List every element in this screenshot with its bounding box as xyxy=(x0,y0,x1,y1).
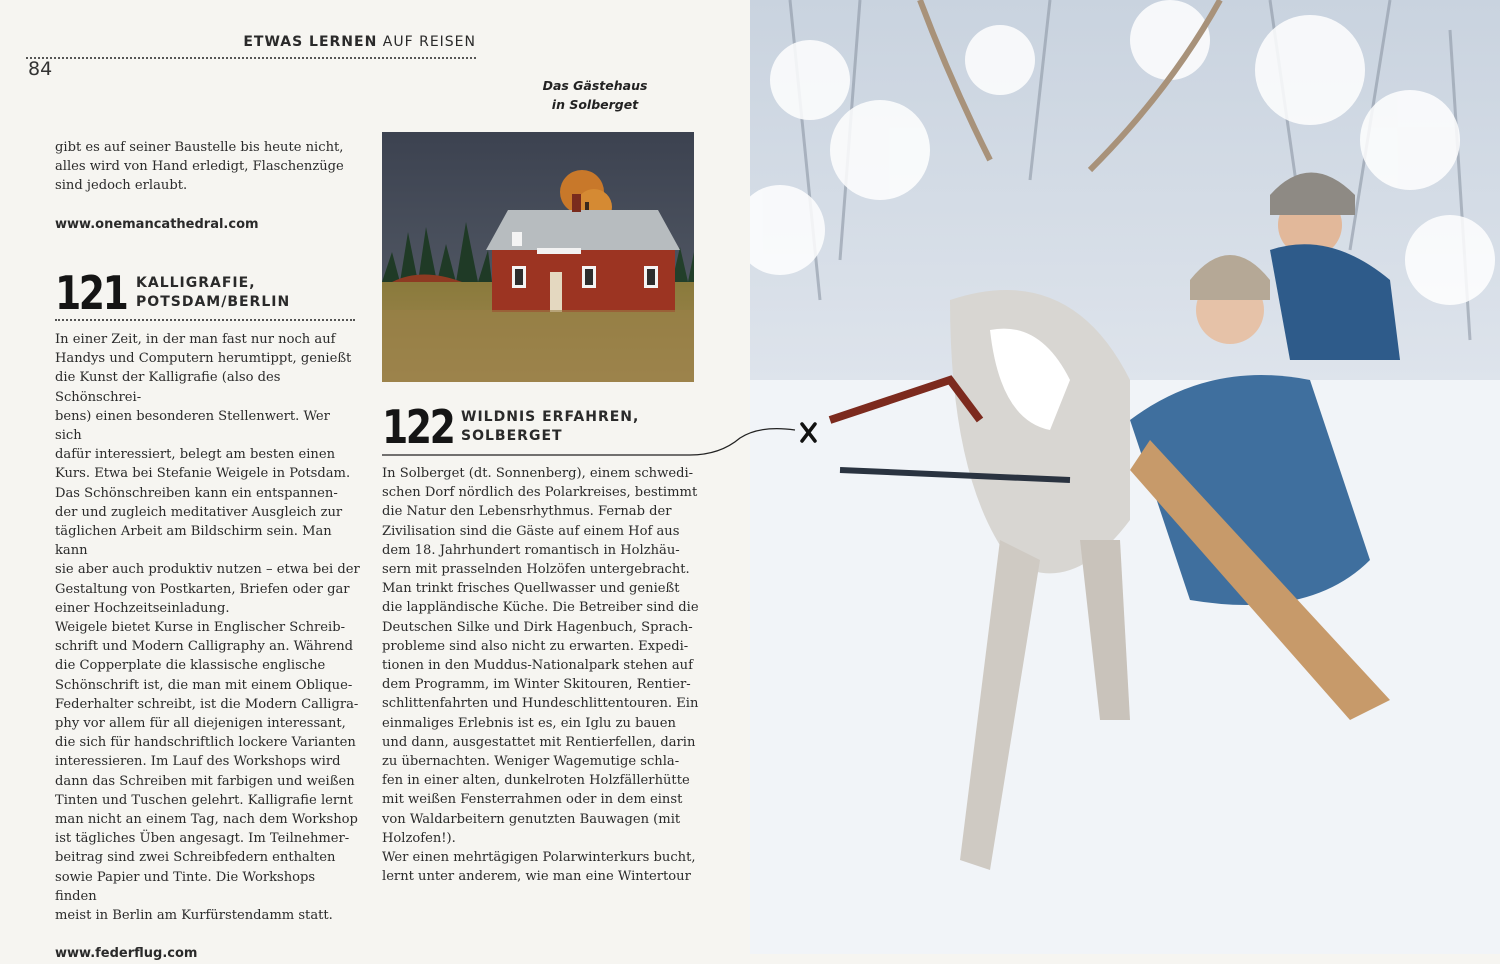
photo-caption: Das Gästehaus in Solberget xyxy=(542,78,648,112)
section-122-number: 122 xyxy=(382,400,454,454)
section-121-body xyxy=(55,330,360,964)
header-light: AUF REISEN xyxy=(382,34,476,50)
page-number: 84 xyxy=(28,58,53,80)
section-122-text: In Solberget (dt. Sonnenberg), einem schwedi- schen Dorf nördlich des Polarkreises, bestimmt die Natur den Lebensrhythmus. Fernab der Zivilisation sind die Gäste auf einem Hof aus dem 18. Jahrhundert romantisch in Holzhäu- sern mit prasselnden Holzöfen untergebracht. Man trinkt frisches Quellwasser und genießt die lappländische Küche. Die Betreiber sind die Deutschen Silke und Dirk Hagenbuch, Sprach- probleme sind also nicht zu erwarten. Expedi- tionen in den Muddus-Nationalpark stehen auf dem Programm, im Winter Skitouren, Rentier- schlittenfahrten und Hundeschlittentouren. Ein einmaliges Erlebnis ist es, ein Iglu zu bauen und dann, ausgestattet mit Rentierfellen, darin zu übernachten. Weniger Wagemutige schla- fen in einer alten, dunkelroten Holzfällerhütte mit weißen Fensterrahmen oder in dem einst von Waldarbeitern genutzten Bauwagen (mit Holzofen!). Wer einen mehrtägigen Polarwinterkurs bucht, lernt unter anderem, wie man eine Wintertour xyxy=(382,466,699,885)
running-header xyxy=(26,33,476,59)
section-121-number: 121 xyxy=(55,266,127,320)
left-column xyxy=(55,138,360,234)
guesthouse-photo xyxy=(382,132,694,382)
left-page xyxy=(0,0,750,962)
red-wooden-guesthouse-photo xyxy=(382,132,694,382)
reindeer-sleigh-in-snow-photo xyxy=(750,0,1500,954)
section-121-text: In einer Zeit, in der man fast nur noch auf Handys und Computern herumtippt, genießt die Kunst der Kalligrafie (also des Schönschrei- bens) einen besonderen Stellenwert. Wer sich dafür interessiert, belegt am besten einen Kurs. Etwa bei Stefanie Weigele in Potsdam. Das Schönschreiben kann ein entspannen- der und zugleich meditativer Ausgleich zur täglichen Arbeit am Bildschirm sein. Man kann sie aber auch produktiv nutzen – etwa bei der Gestaltung von Postkarten, Briefen oder gar einer Hochzeitseinladung. Weigele bietet Kurse in Englischer Schreib- schrift und Modern Calligraphy an. Während die Copperplate die klassische englische Schönschrift ist, die man mit einem Oblique- Federhalter schreibt, ist die Modern Calligra- phy vor allem für all diejenigen interessant, die sich für handschriftlich lockere Varianten interessieren. Im Lauf des Workshops wird dann das Schreiben mit farbigen und weißen Tinten und Tuschen gelehrt. Kalligrafie lernt man nicht an einem Tag, nach dem Workshop ist tägliches Üben angesagt. Im Teilnehmer- beitrag sind zwei Schreibfedern enthalten sowie Papier und Tinte. Die Workshops finden meist in Berlin am Kurfürstendamm statt. xyxy=(55,332,360,924)
main-photo xyxy=(750,0,1500,954)
section-121-divider xyxy=(55,319,355,321)
section-121-heading xyxy=(55,266,291,320)
section-121-title: KALLIGRAFIE, POTSDAM/BERLIN xyxy=(136,275,291,310)
header-bold: ETWAS LERNEN xyxy=(243,34,378,50)
section-122-title: WILDNIS ERFAHREN, SOLBERGET xyxy=(461,409,640,444)
section-122-heading xyxy=(382,400,640,454)
link-onemancathedral[interactable]: www.onemancathedral.com xyxy=(55,216,259,232)
link-federflug[interactable]: www.federflug.com xyxy=(55,946,198,962)
intro-paragraph: gibt es auf seiner Baustelle bis heute nicht, alles wird von Hand erledigt, Flaschenzüge sind jedoch erlaubt. xyxy=(55,140,344,194)
section-122-body xyxy=(382,464,702,886)
